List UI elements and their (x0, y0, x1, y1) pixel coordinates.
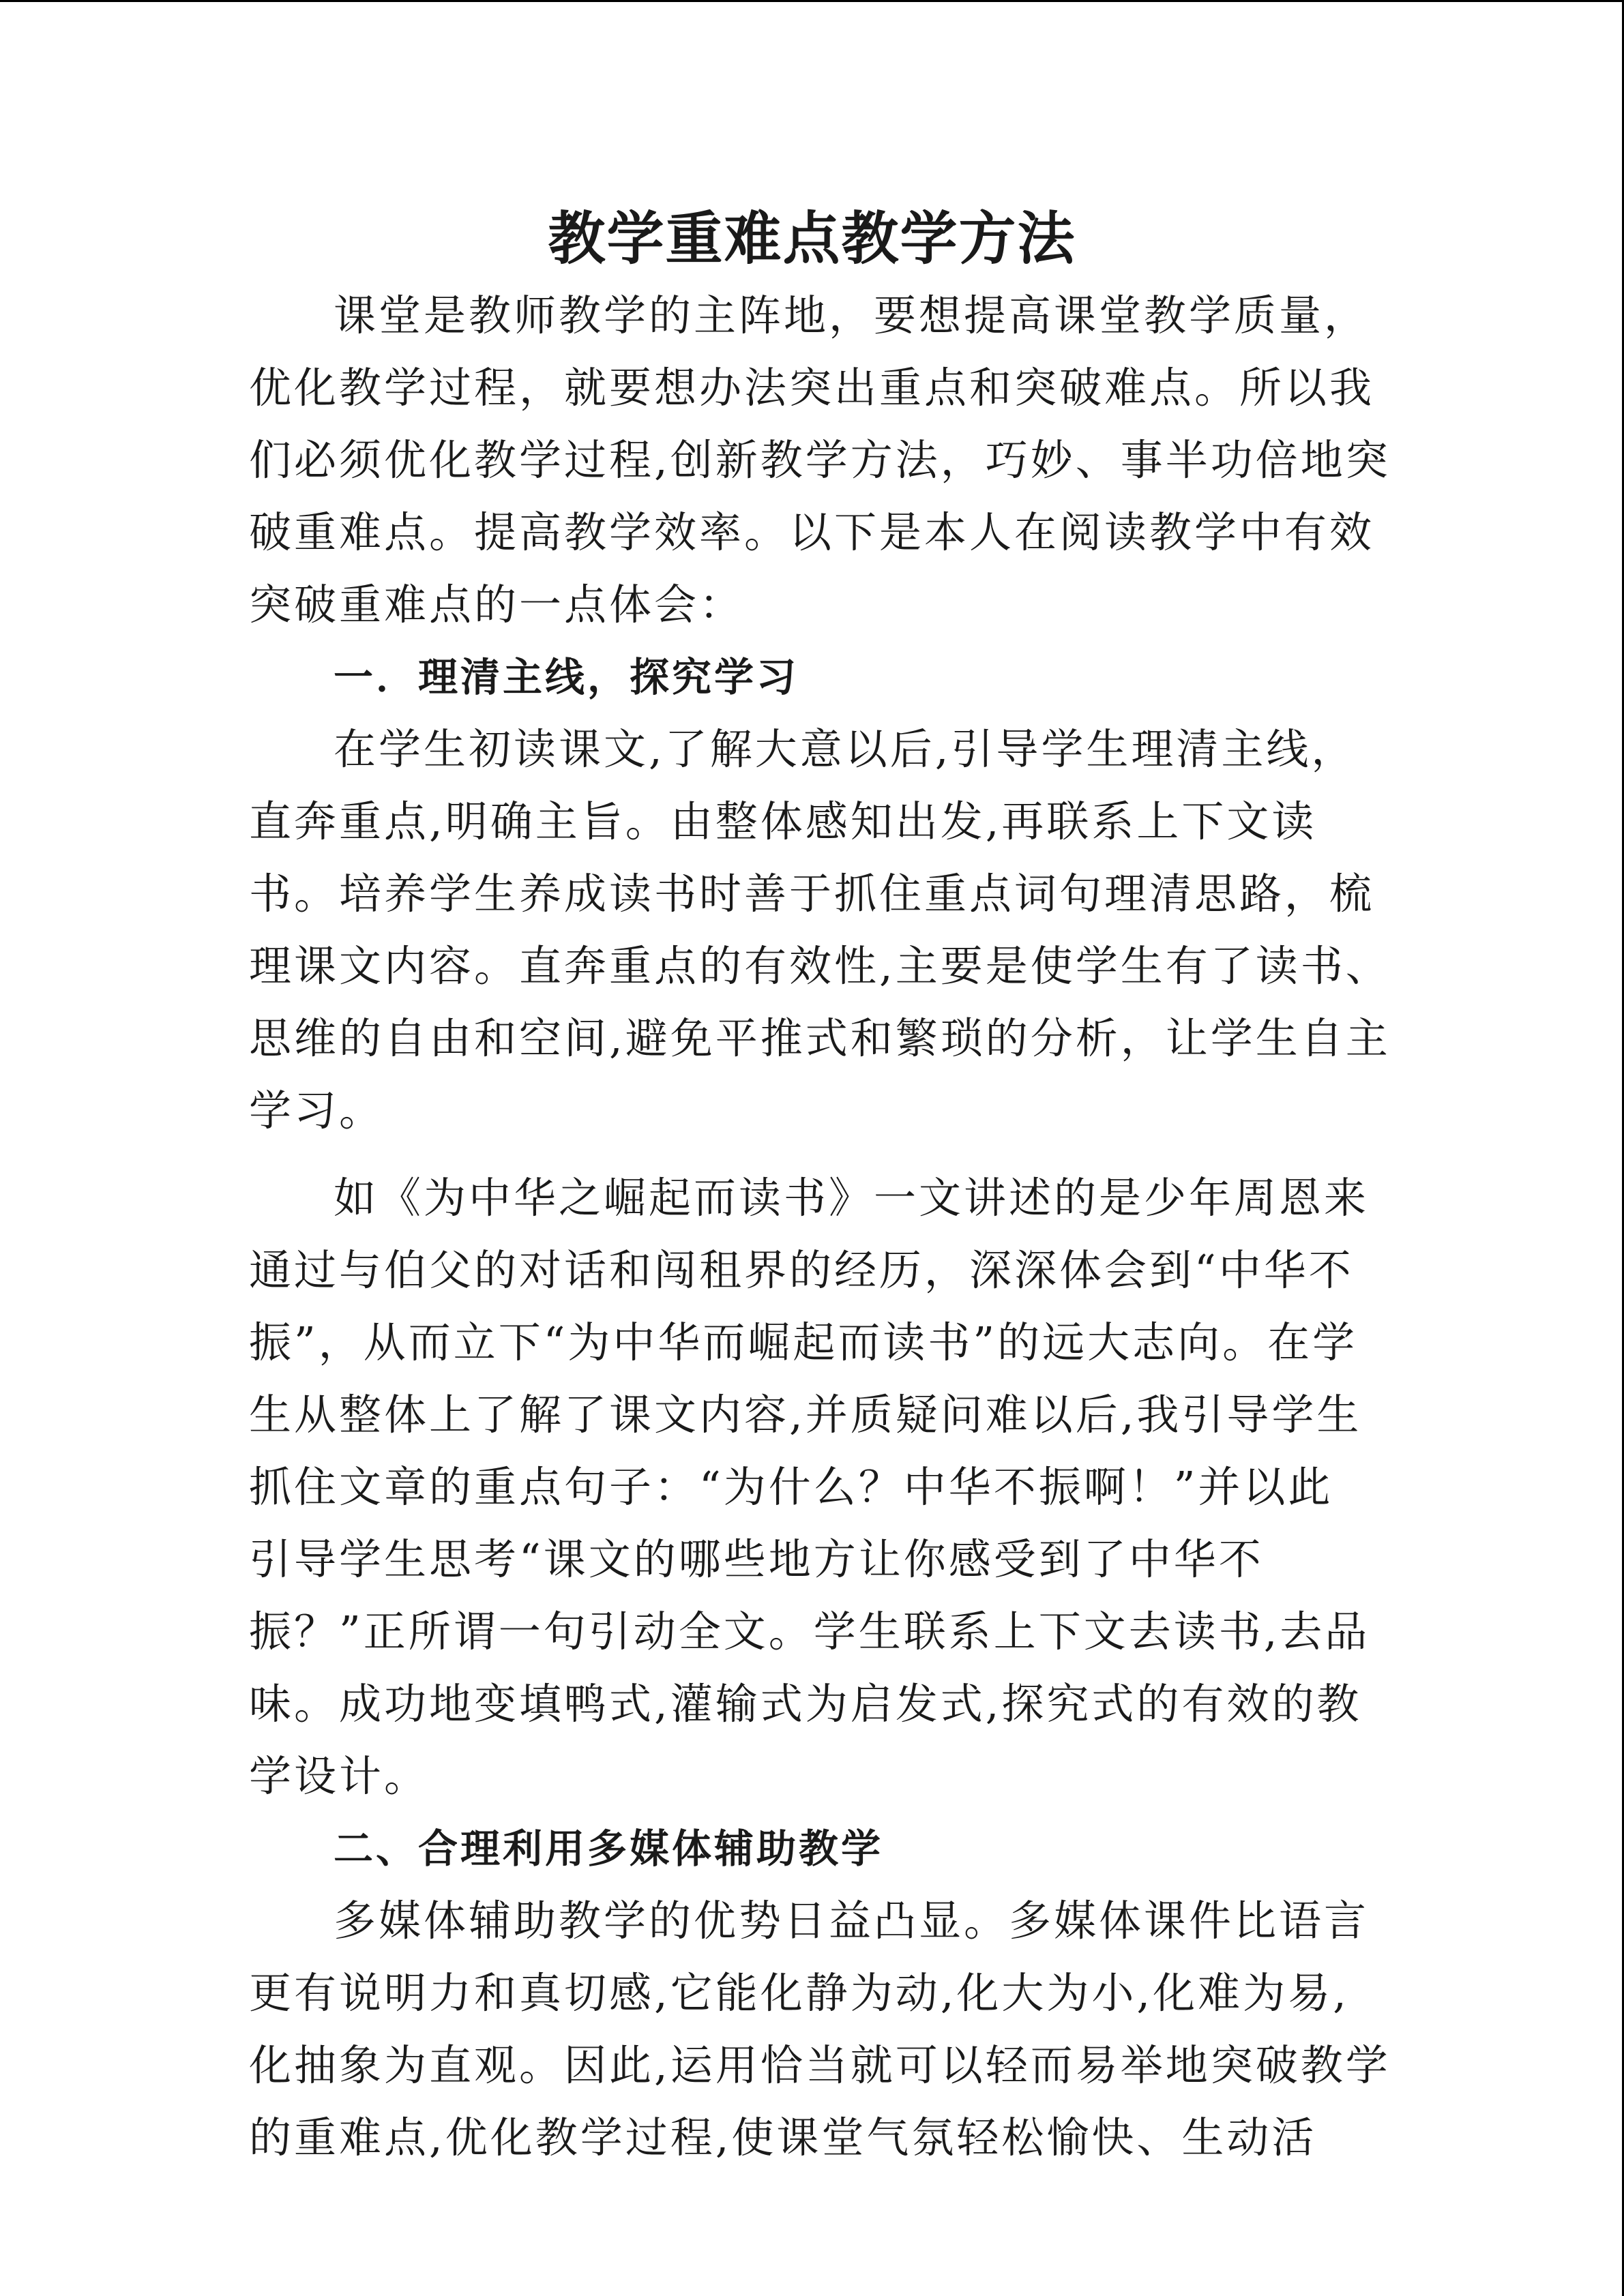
page-border-top (0, 0, 1624, 2)
paragraph-line: 通过与伯父的对话和闯租界的经历，深深体会到“中华不 (249, 1245, 1354, 1295)
paragraph-line: 生从整体上了解了课文内容,并质疑问难以后,我引导学生 (249, 1390, 1362, 1440)
paragraph-line: 学习。 (249, 1086, 385, 1135)
paragraph-line: 的重难点,优化教学过程,使课堂气氛轻松愉快、生动活 (249, 2113, 1317, 2162)
paragraph-line: 化抽象为直观。因此,运用恰当就可以轻而易举地突破教学 (249, 2040, 1391, 2090)
section-heading-2: 二、合理利用多媒体辅助教学 (334, 1825, 884, 1872)
paragraph-line: 优化教学过程，就要想办法突出重点和突破难点。所以我 (249, 363, 1375, 413)
paragraph-line: 直奔重点,明确主旨。由整体感知出发,再联系上下文读 (249, 796, 1317, 846)
document-body (249, 280, 1391, 2174)
paragraph-line: 思维的自由和空间,避免平推式和繁琐的分析，让学生自主 (249, 1013, 1391, 1063)
section-heading-1: 一．理清主线，探究学习 (334, 654, 799, 700)
paragraph-line: 抓住文章的重点句子：“为什么？中华不振啊！”并以此 (249, 1462, 1333, 1512)
paragraph-line: 们必须优化教学过程,创新教学方法，巧妙、事半功倍地突 (249, 435, 1391, 485)
paragraph-line: 课堂是教师教学的主阵地，要想提高课堂教学质量， (334, 290, 1370, 340)
paragraph-line: 振”，从而立下“为中华而崛起而读书”的远大志向。在学 (249, 1317, 1358, 1367)
paragraph-line: 在学生初读课文,了解大意以后,引导学生理清主线， (334, 724, 1357, 774)
paragraph-line: 破重难点。提高教学效率。以下是本人在阅读教学中有效 (249, 507, 1375, 557)
paragraph-line: 如《为中华之崛起而读书》一文讲述的是少年周恩来 (334, 1173, 1370, 1223)
paragraph-line: 引导学生思考“课文的哪些地方让你感受到了中华不 (249, 1534, 1264, 1584)
paragraph-line: 突破重难点的一点体会： (249, 580, 745, 629)
paragraph-line: 多媒体辅助教学的优势日益凸显。多媒体课件比语言 (334, 1896, 1370, 1945)
paragraph-line: 理课文内容。直奔重点的有效性,主要是使学生有了读书、 (249, 941, 1391, 991)
document-title: 教学重难点教学方法 (548, 205, 1076, 272)
paragraph-line: 味。成功地变填鸭式,灌输式为启发式,探究式的有效的教 (249, 1679, 1362, 1729)
paragraph-line: 书。培养学生养成读书时善于抓住重点词句理清思路，梳 (249, 869, 1375, 919)
paragraph-line: 振？”正所谓一句引动全文。学生联系上下文去读书,去品 (249, 1607, 1370, 1656)
paragraph-line: 学设计。 (249, 1751, 430, 1801)
paragraph-line: 更有说明力和真切感,它能化静为动,化大为小,化难为易, (249, 1968, 1349, 2018)
